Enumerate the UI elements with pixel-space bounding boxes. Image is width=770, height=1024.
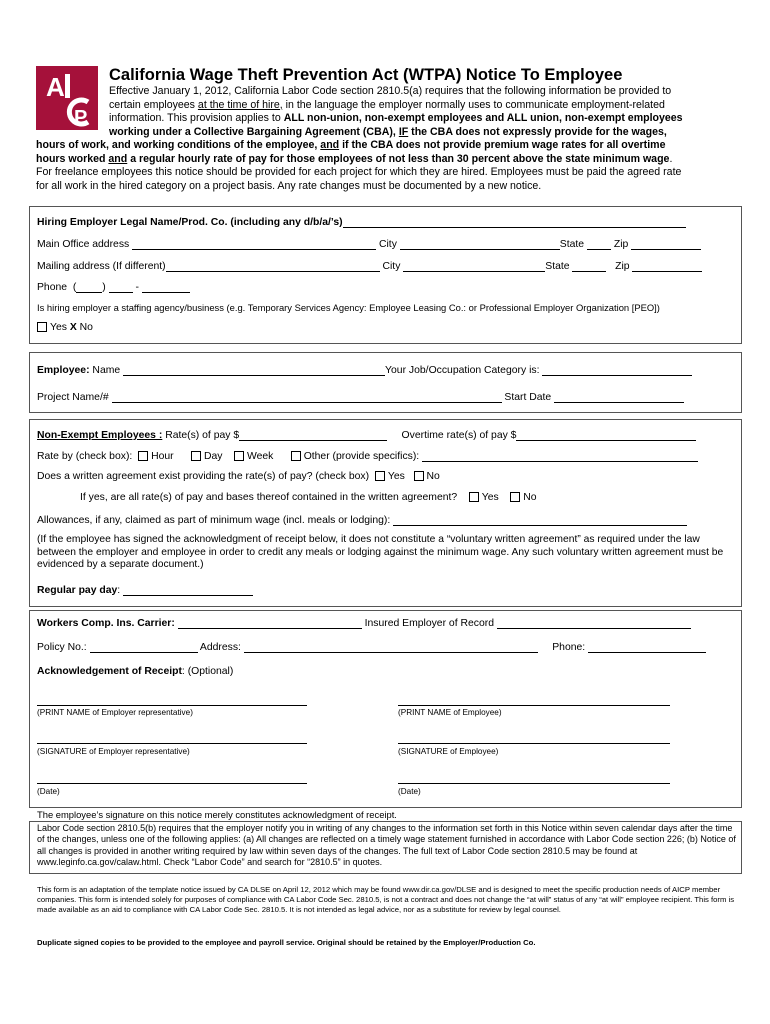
main-office-row xyxy=(37,238,701,250)
legal-name-row xyxy=(37,216,686,228)
state-label: State xyxy=(545,261,570,272)
mailing-row xyxy=(37,260,702,272)
employee-signature-line[interactable] xyxy=(398,743,670,744)
hour-label: Hour xyxy=(151,451,174,462)
zip-field[interactable] xyxy=(632,260,702,272)
employee-print-label: (PRINT NAME of Employee) xyxy=(398,708,502,717)
zip-label: Zip xyxy=(615,261,630,272)
mailing-label: Mailing address (If different) xyxy=(37,261,166,272)
intro-line xyxy=(109,99,683,113)
intro-text: the CBA does not expressly provide for the wages, xyxy=(408,125,667,138)
svg-text:A: A xyxy=(46,72,65,102)
labor-code-paragraph: Labor Code section 2810.5(b) requires that the employer notify you in writing of any changes to the information set forth in this Notice within seven calendar days after the time of the changes, unless one of the following applies: (a) All changes are reflected on a timely wage statement furnished in accordance with Labor Code section 226; (b) Notice of all changes is provided in another writing required by law within seven days of the changes. The full text of Labor Code section 2810.5 may be found at www.leginfo.ca.gov/calaw.html. Check “Labor Code” and search for “2810.5” in quotes. xyxy=(37,823,736,868)
payday-label: Regular pay day xyxy=(37,585,118,596)
staffing-no-check-mark[interactable]: X xyxy=(69,322,77,333)
intro-text: and xyxy=(108,152,128,165)
employee-label: Employee: xyxy=(37,365,90,376)
intro-text: certain employees xyxy=(109,98,198,111)
week-label: Week xyxy=(246,451,274,462)
employee-row xyxy=(37,364,692,376)
city-field[interactable] xyxy=(400,238,560,250)
start-date-field[interactable] xyxy=(554,391,684,403)
employee-section xyxy=(29,352,742,413)
day-label: Day xyxy=(203,451,223,462)
if-yes-question: If yes, are all rate(s) of pay and bases thereof contained in the written agreement? xyxy=(80,492,458,503)
carrier-label: Workers Comp. Ins. Carrier: xyxy=(37,618,175,629)
employee-date-line[interactable] xyxy=(398,783,670,784)
intro-paragraph xyxy=(109,85,683,139)
city-label: City xyxy=(379,239,397,250)
receipt-note: The employee’s signature on this notice merely constitutes acknowledgment of receipt. xyxy=(37,809,397,820)
written-agreement-row xyxy=(37,471,440,482)
yes-label: Yes xyxy=(50,322,67,333)
insured-field[interactable] xyxy=(497,617,691,629)
employee-name-field[interactable] xyxy=(123,364,385,376)
yes-label: Yes xyxy=(481,492,499,503)
voluntary-agreement-note: (If the employee has signed the acknowledgment of receipt below, it does not constitute a “voluntary written agreement” as required under the law between the employer and employee in order to credit any meals or lodging against the minimum wage. Any such voluntary written agreement must be evidenced by a separate document.) xyxy=(37,534,724,571)
svg-text:P: P xyxy=(74,107,88,129)
contained-yes-checkbox[interactable] xyxy=(469,492,479,502)
intro-text: a regular hourly rate of pay for those employees of not less than 30 percent above the state minimum wage xyxy=(127,152,670,165)
phone-label: Phone: xyxy=(552,642,586,653)
employer-date-label: (Date) xyxy=(37,787,60,796)
main-office-field[interactable] xyxy=(132,238,376,250)
legal-name-field[interactable] xyxy=(343,216,686,228)
rate-of-pay-field[interactable] xyxy=(239,429,387,441)
intro-text: ALL non-union, non-exempt employees and ALL union, non-exempt employees xyxy=(283,112,683,124)
employer-print-line[interactable] xyxy=(37,705,307,706)
employee-name-label: Name xyxy=(89,365,121,376)
policy-field[interactable] xyxy=(90,641,198,653)
intro-text: if the CBA does not provide premium wage rates for all overtime xyxy=(339,139,666,151)
no-label: No xyxy=(426,471,440,482)
phone-row xyxy=(37,281,190,293)
employee-date-label: (Date) xyxy=(398,787,421,796)
employee-print-line[interactable] xyxy=(398,705,670,706)
mailing-field[interactable] xyxy=(166,260,380,272)
allowances-label: Allowances, if any, claimed as part of minimum wage (incl. meals or lodging): xyxy=(37,515,391,526)
policy-row xyxy=(37,641,706,653)
written-yes-checkbox[interactable] xyxy=(375,471,385,481)
other-field[interactable] xyxy=(422,450,698,462)
employee-signature-label: (SIGNATURE of Employee) xyxy=(398,747,499,756)
project-label: Project Name/# xyxy=(37,392,109,403)
rates-row xyxy=(37,429,696,441)
legal-name-label: Hiring Employer Legal Name/Prod. Co. (including any d/b/a/’s) xyxy=(37,217,343,228)
phone-prefix-field[interactable] xyxy=(109,281,133,293)
acknowledgement-heading xyxy=(37,666,233,677)
carrier-row xyxy=(37,617,691,629)
payday-colon: : xyxy=(117,585,121,596)
if-yes-row xyxy=(80,492,537,503)
other-checkbox[interactable] xyxy=(291,451,301,461)
employer-date-line[interactable] xyxy=(37,783,307,784)
non-exempt-label: Non-Exempt Employees : xyxy=(37,430,163,441)
contained-no-checkbox[interactable] xyxy=(510,492,520,502)
city-field[interactable] xyxy=(403,260,545,272)
other-label: Other (provide specifics): xyxy=(303,451,420,462)
phone-dash: - xyxy=(135,282,140,293)
phone-paren: ( xyxy=(72,282,77,293)
staffing-yes-checkbox[interactable] xyxy=(37,322,47,332)
employer-signature-line[interactable] xyxy=(37,743,307,744)
pay-section xyxy=(29,419,742,607)
employer-print-label: (PRINT NAME of Employer representative) xyxy=(37,708,193,717)
address-field[interactable] xyxy=(244,641,538,653)
intro-paragraph-cont xyxy=(36,139,681,193)
intro-text: hours worked xyxy=(36,152,109,165)
payday-row xyxy=(37,584,253,596)
staffing-question: Is hiring employer a staffing agency/business (e.g. Temporary Services Agency: Employee Leasing Co.: or Professional Employer Organization [PEO]) xyxy=(37,302,660,313)
state-field[interactable] xyxy=(587,238,611,250)
zip-label: Zip xyxy=(613,239,629,250)
rate-of-pay-label: Rate(s) of pay $ xyxy=(165,430,240,441)
phone-paren: ) xyxy=(102,282,106,293)
no-label: No xyxy=(79,322,93,333)
day-checkbox[interactable] xyxy=(191,451,201,461)
intro-text: information. This provision applies to xyxy=(109,112,284,124)
written-no-checkbox[interactable] xyxy=(414,471,424,481)
city-label: City xyxy=(382,261,401,272)
job-category-field[interactable] xyxy=(542,364,692,376)
allowances-row xyxy=(37,514,687,526)
adaptation-note: This form is an adaptation of the template notice issued by CA DLSE on April 12, 2012 which may be found www.dir.ca.gov/DLSE and is designed to meet the specific production needs of AICP member companies. This form is intended solely for purposes of compliance with CA Labor Code Sec. 2810.5, is not a contract and does not change the “at will” status of any “at will” employee recipient. This form is made available as an aid to compliance with CA Labor Code Sec. 2810.5. It is not intended as legal advice, nor as a substitute for review by legal counsel. xyxy=(37,885,735,915)
hour-checkbox[interactable] xyxy=(138,451,148,461)
insured-label: Insured Employer of Record xyxy=(364,618,494,629)
carrier-phone-field[interactable] xyxy=(588,641,706,653)
no-label: No xyxy=(523,492,537,503)
main-office-label: Main Office address xyxy=(37,239,130,250)
intro-line xyxy=(36,139,681,153)
job-category-label: Your Job/Occupation Category is: xyxy=(385,365,540,376)
policy-label: Policy No.: xyxy=(37,642,87,653)
staffing-answer xyxy=(37,322,93,333)
address-label: Address: xyxy=(199,642,241,653)
duplicate-note: Duplicate signed copies to be provided to the employee and payroll service. Original should be retained by the Employer/Production Co. xyxy=(37,938,536,947)
area-code-field[interactable] xyxy=(76,281,102,293)
written-agreement-question: Does a written agreement exist providing the rate(s) of pay? (check box) xyxy=(37,471,370,482)
aicp-logo xyxy=(36,66,98,130)
intro-line: for all work in the hired category on a project basis. Any rate changes must be documented by a new notice. xyxy=(36,179,542,192)
ack-optional: : (Optional) xyxy=(181,666,234,677)
carrier-field[interactable] xyxy=(178,617,362,629)
intro-text: and xyxy=(320,139,340,151)
intro-line: Effective January 1, 2012, California Labor Code section 2810.5(a) requires that the following information be provided to xyxy=(109,85,672,97)
phone-label: Phone xyxy=(37,282,68,293)
yes-label: Yes xyxy=(387,471,405,482)
intro-text: in the language the employer normally uses to communicate employment-related xyxy=(282,98,665,111)
intro-text: . xyxy=(669,152,673,165)
rate-by-row xyxy=(37,450,698,462)
project-field[interactable] xyxy=(112,391,502,403)
intro-line: For freelance employees this notice should be provided for each project for which they are hired. Employees must be paid the agreed rate xyxy=(36,166,682,178)
intro-text: hours of work, and working conditions of the employee, xyxy=(36,139,321,151)
page-title: California Wage Theft Prevention Act (WTPA) Notice To Employee xyxy=(109,66,623,84)
overtime-label: Overtime rate(s) of pay $ xyxy=(401,430,517,441)
week-checkbox[interactable] xyxy=(234,451,244,461)
payday-field[interactable] xyxy=(123,584,253,596)
intro-text: IF xyxy=(398,125,409,138)
start-date-label: Start Date xyxy=(504,392,552,403)
intro-text: at the time of hire, xyxy=(197,98,283,111)
aicp-logo-mark xyxy=(36,66,98,130)
intro-line xyxy=(36,153,681,167)
intro-line xyxy=(109,112,683,126)
zip-field[interactable] xyxy=(631,238,701,250)
state-label: State xyxy=(559,239,585,250)
rate-by-label: Rate by (check box): xyxy=(37,451,133,462)
state-field[interactable] xyxy=(572,260,606,272)
phone-number-field[interactable] xyxy=(142,281,190,293)
intro-line xyxy=(109,126,683,140)
allowances-field[interactable] xyxy=(393,514,687,526)
intro-text: working under a Collective Bargaining Agreement (CBA), xyxy=(109,125,399,138)
overtime-field[interactable] xyxy=(516,429,696,441)
employer-signature-label: (SIGNATURE of Employer representative) xyxy=(37,747,190,756)
ack-heading-text: Acknowledgement of Receipt xyxy=(37,666,182,677)
project-row xyxy=(37,391,684,403)
